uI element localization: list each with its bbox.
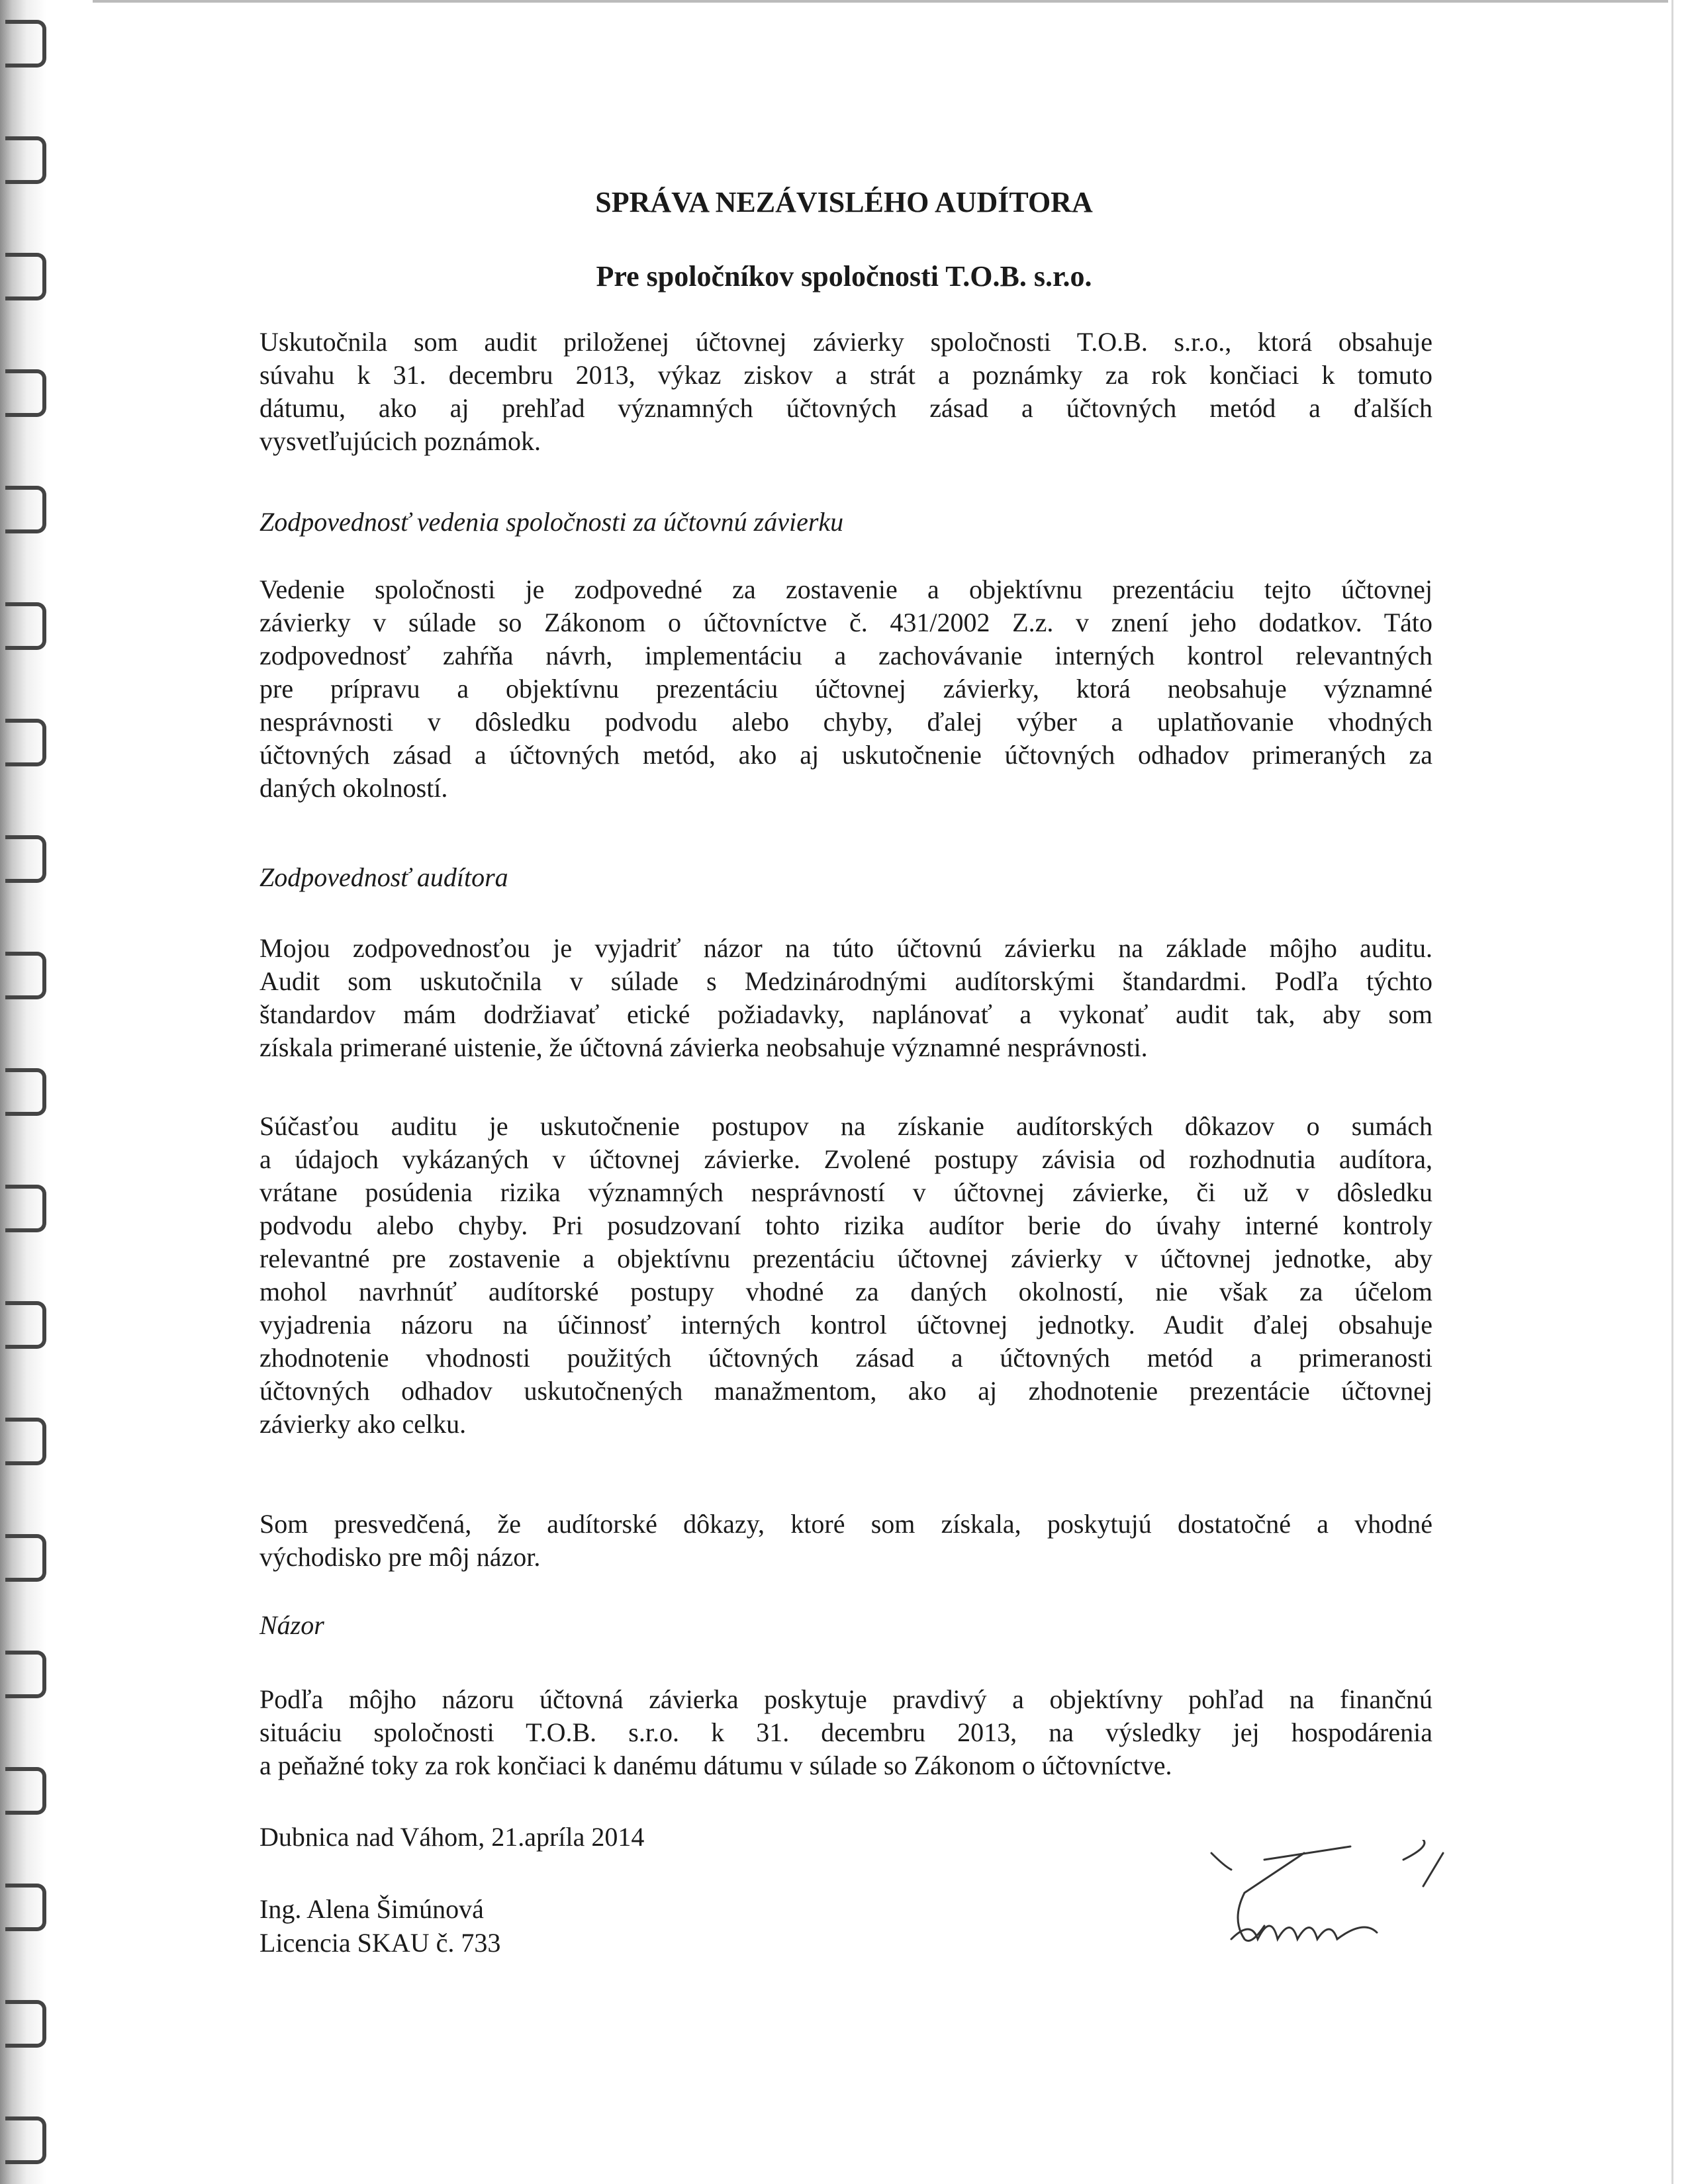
text-line: daných okolností. bbox=[259, 773, 448, 803]
binder-ring bbox=[5, 1651, 46, 1698]
text-line: Vedenie spoločnosti je zodpovedné za zostavenie a objektívnu prezentáciu tejto účtovnej bbox=[259, 574, 1432, 604]
text-line: Mojou zodpovednosťou je vyjadriť názor na túto účtovnú závierku na základe môjho auditu. bbox=[259, 933, 1432, 963]
license-number: Licencia SKAU č. 733 bbox=[259, 1928, 501, 1958]
binder-ring bbox=[5, 136, 46, 184]
text-line: zodpovednosť zahŕňa návrh, implementáciu a zachovávanie interných kontrol relevantných bbox=[259, 641, 1432, 670]
text-line: získala primerané uistenie, že účtovná závierka neobsahuje významné nesprávnosti. bbox=[259, 1032, 1148, 1062]
text-line: vysvetľujúcich poznámok. bbox=[259, 426, 541, 456]
page-edge-right bbox=[1671, 0, 1673, 2184]
paragraph-auditor-2 bbox=[259, 1110, 1432, 1441]
place-date: Dubnica nad Váhom, 21.apríla 2014 bbox=[259, 1822, 645, 1852]
text-line: závierky ako celku. bbox=[259, 1409, 467, 1439]
heading-management-responsibility: Zodpovednosť vedenia spoločnosti za účtovnú závierku bbox=[259, 507, 844, 537]
text-line: Audit som uskutočnila v súlade s Medzinárodnými audítorskými štandardmi. Podľa týchto bbox=[259, 966, 1432, 996]
paragraph-opinion bbox=[259, 1683, 1432, 1782]
text-line: mohol navrhnúť audítorské postupy vhodné za daných okolností, nie však za účelom bbox=[259, 1277, 1432, 1306]
signatory-name: Ing. Alena Šimúnová bbox=[259, 1894, 484, 1924]
text-line: súvahu k 31. decembru 2013, výkaz ziskov a strát a poznámky za rok končiaci k tomuto bbox=[259, 360, 1432, 390]
text-line: vrátane posúdenia rizika významných nesprávností v účtovnej závierke, či už v dôsledku bbox=[259, 1177, 1432, 1207]
text-line: nesprávnosti v dôsledku podvodu alebo chyby, ďalej výber a uplatňovanie vhodných bbox=[259, 707, 1432, 737]
binder-ring bbox=[5, 602, 46, 650]
text-line: zhodnotenie vhodnosti použitých účtovných zásad a účtovných metód a primeranosti bbox=[259, 1343, 1432, 1373]
binder-ring bbox=[5, 2116, 46, 2164]
binder-ring bbox=[5, 719, 46, 766]
page-edge bbox=[93, 0, 1668, 3]
binder-ring bbox=[5, 20, 46, 68]
binder-ring bbox=[5, 486, 46, 533]
binder-ring bbox=[5, 1884, 46, 1931]
text-line: a údajoch vykázaných v účtovnej závierke. Zvolené postupy závisia od rozhodnutia audítora, bbox=[259, 1144, 1432, 1174]
text-line: účtovných zásad a účtovných metód, ako aj uskutočnenie účtovných odhadov primeraných za bbox=[259, 740, 1432, 770]
binder-ring bbox=[5, 1301, 46, 1349]
binder-strip bbox=[0, 0, 46, 2184]
text-line: a peňažné toky za rok končiaci k danému dátumu v súlade so Zákonom o účtovníctve. bbox=[259, 1751, 1172, 1780]
binder-ring bbox=[5, 1534, 46, 1582]
paragraph-intro bbox=[259, 326, 1432, 458]
text-line: Som presvedčená, že audítorské dôkazy, ktoré som získala, poskytujú dostatočné a vhodné bbox=[259, 1509, 1432, 1539]
text-line: účtovných odhadov uskutočnených manažmentom, ako aj zhodnotenie prezentácie účtovnej bbox=[259, 1376, 1432, 1406]
binder-ring bbox=[5, 835, 46, 883]
signature bbox=[1205, 1840, 1456, 1952]
text-line: závierky v súlade so Zákonom o účtovníctve č. 431/2002 Z.z. v znení jeho dodatkov. Táto bbox=[259, 608, 1432, 637]
document-subtitle: Pre spoločníkov spoločnosti T.O.B. s.r.o. bbox=[596, 260, 1092, 293]
heading-auditor-responsibility: Zodpovednosť audítora bbox=[259, 862, 508, 892]
text-line: Súčasťou auditu je uskutočnenie postupov na získanie audítorských dôkazov o sumách bbox=[259, 1111, 1432, 1141]
text-line: pre prípravu a objektívnu prezentáciu účtovnej závierky, ktorá neobsahuje významné bbox=[259, 674, 1432, 704]
binder-ring bbox=[5, 1185, 46, 1232]
text-line: podvodu alebo chyby. Pri posudzovaní tohto rizika audítor berie do úvahy interné kontroly bbox=[259, 1210, 1432, 1240]
heading-opinion: Názor bbox=[259, 1610, 324, 1640]
text-line: relevantné pre zostavenie a objektívnu prezentáciu účtovnej závierky v účtovnej jednotke, aby bbox=[259, 1244, 1432, 1273]
text-line: Podľa môjho názoru účtovná závierka poskytuje pravdivý a objektívny pohľad na finančnú bbox=[259, 1684, 1432, 1714]
paragraph-auditor-3 bbox=[259, 1508, 1432, 1574]
text-line: situáciu spoločnosti T.O.B. s.r.o. k 31. decembru 2013, na výsledky jej hospodárenia bbox=[259, 1717, 1432, 1747]
binder-ring bbox=[5, 1767, 46, 1815]
binder-ring bbox=[5, 952, 46, 999]
binder-ring bbox=[5, 1068, 46, 1116]
binder-ring bbox=[5, 2000, 46, 2048]
document-title: SPRÁVA NEZÁVISLÉHO AUDÍTORA bbox=[595, 186, 1093, 218]
binder-ring bbox=[5, 369, 46, 417]
text-line: vyjadrenia názoru na účinnosť interných kontrol účtovnej jednotky. Audit ďalej obsahuje bbox=[259, 1310, 1432, 1340]
paragraph-management bbox=[259, 573, 1432, 805]
paragraph-auditor-1 bbox=[259, 932, 1432, 1064]
text-line: dátumu, ako aj prehľad významných účtovných zásad a účtovných metód a ďalších bbox=[259, 393, 1432, 423]
text-line: východisko pre môj názor. bbox=[259, 1542, 541, 1572]
text-line: štandardov mám dodržiavať etické požiadavky, naplánovať a vykonať audit tak, aby som bbox=[259, 999, 1432, 1029]
binder-ring bbox=[5, 1418, 46, 1465]
text-line: Uskutočnila som audit priloženej účtovnej závierky spoločnosti T.O.B. s.r.o., ktorá obsahuje bbox=[259, 327, 1432, 357]
